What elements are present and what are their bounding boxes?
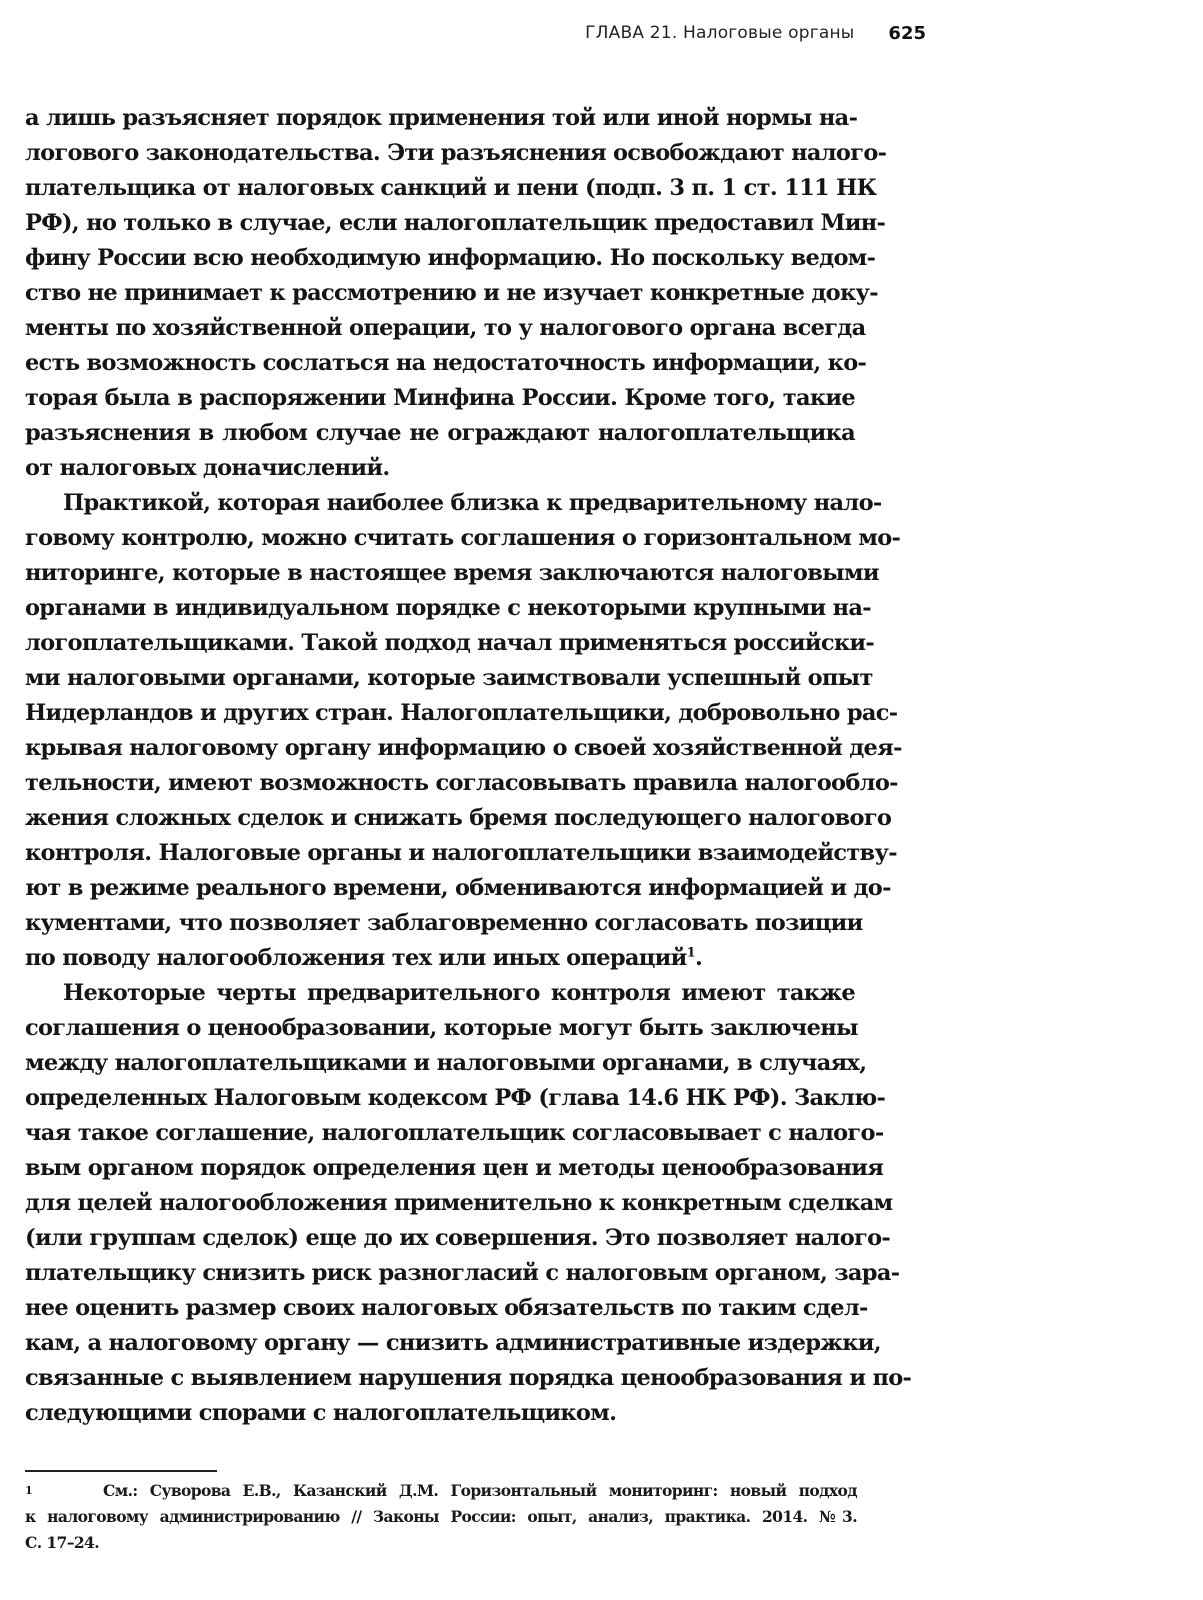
paragraph-2 (25, 486, 902, 976)
text-line: соглашения о ценообразовании, которые могут быть заключены (25, 1015, 858, 1041)
text-line: Практикой, которая наиболее близка к предварительному нало- (63, 490, 882, 516)
text-line (25, 941, 855, 976)
footnote-divider (25, 1470, 217, 1472)
footnote-reference[interactable]: 1 (686, 945, 696, 961)
footnote-line-text: См.: Суворова Е.В., Казанский Д.М. Горизонтальный мониторинг: новый подход (103, 1481, 857, 1500)
text-line: Некоторые черты предварительного контроля имеют также (63, 980, 855, 1006)
text-line: органами в индивидуальном порядке с некоторыми крупными на- (25, 595, 871, 621)
text-line: ми налоговыми органами, которые заимствовали успешный опыт (25, 665, 873, 691)
footnote-line: С. 17–24. (25, 1533, 100, 1552)
text-line: плательщику снизить риск разногласий с налоговым органом, зара- (25, 1260, 900, 1286)
text-line: чая такое соглашение, налогоплательщик согласовывает с налого- (25, 1120, 884, 1146)
footnote (25, 1478, 857, 1556)
text-line: фину России всю необходимую информацию. Но поскольку ведом- (25, 245, 876, 271)
text-line: ют в режиме реального времени, обмениваются информацией и до- (25, 875, 891, 901)
text-line: логоплательщиками. Такой подход начал применяться российски- (25, 630, 875, 656)
text-line: ниторинге, которые в настоящее время заключаются налоговыми (25, 560, 879, 586)
text-line-content: по поводу налогообложения тех или иных операций (25, 945, 687, 971)
text-line: от налоговых доначислений. (25, 455, 390, 481)
text-line: РФ), но только в случае, если налогоплательщик предоставил Мин- (25, 210, 886, 236)
text-line: связанные с выявлением нарушения порядка ценообразования и по- (25, 1365, 912, 1391)
text-line: крывая налоговому органу информацию о своей хозяйственной дея- (25, 735, 902, 761)
paragraph-1 (25, 101, 887, 486)
text-line: для целей налогообложения применительно к конкретным сделкам (25, 1190, 893, 1216)
chapter-title: ГЛАВА 21. Налоговые органы (585, 23, 855, 43)
text-line: определенных Налоговым кодексом РФ (глава 14.6 НК РФ). Заклю- (25, 1085, 886, 1111)
text-line: ство не принимает к рассмотрению и не изучает конкретные доку- (25, 280, 878, 306)
paragraph-3 (25, 976, 912, 1431)
text-line: (или группам сделок) еще до их совершения. Это позволяет налого- (25, 1225, 891, 1251)
body-text (25, 101, 912, 1431)
running-head (560, 18, 926, 48)
text-line: нее оценить размер своих налоговых обязательств по таким сдел- (25, 1295, 868, 1321)
page-number: 625 (888, 22, 926, 44)
text-line: контроля. Налоговые органы и налогоплательщики взаимодейству- (25, 840, 897, 866)
text-line: говому контролю, можно считать соглашения о горизонтальном мо- (25, 525, 901, 551)
text-line: между налогоплательщиками и налоговыми органами, в случаях, (25, 1050, 867, 1076)
footnote-line (25, 1478, 857, 1504)
text-line: кументами, что позволяет заблаговременно согласовать позиции (25, 910, 863, 936)
footnote-marker: 1 (25, 1484, 33, 1497)
text-line: вым органом порядок определения цен и методы ценообразования (25, 1155, 884, 1181)
text-line: следующими спорами с налогоплательщиком. (25, 1400, 617, 1426)
footnote-line: к налоговому администрированию // Законы России: опыт, анализ, практика. 2014. №3. (25, 1507, 857, 1526)
text-line: есть возможность сослаться на недостаточность информации, ко- (25, 350, 867, 376)
text-line: кам, а налоговому органу — снизить административные издержки, (25, 1330, 881, 1356)
text-line: жения сложных сделок и снижать бремя последующего налогового (25, 805, 892, 831)
text-line: а лишь разъясняет порядок применения той или иной нормы на- (25, 105, 858, 131)
text-line: логового законодательства. Эти разъяснения освобождают налого- (25, 140, 887, 166)
text-line: торая была в распоряжении Минфина России. Кроме того, такие (25, 385, 855, 411)
text-line: разъяснения в любом случае не ограждают налогоплательщика (25, 420, 855, 446)
text-line: Нидерландов и других стран. Налогоплательщики, добровольно рас- (25, 700, 898, 726)
text-line: тельности, имеют возможность согласовывать правила налогообло- (25, 770, 898, 796)
end-punctuation: . (695, 945, 703, 971)
text-line: менты по хозяйственной операции, то у налогового органа всегда (25, 315, 866, 341)
text-line: плательщика от налоговых санкций и пени (подп. 3 п. 1 ст. 111 НК (25, 175, 877, 201)
